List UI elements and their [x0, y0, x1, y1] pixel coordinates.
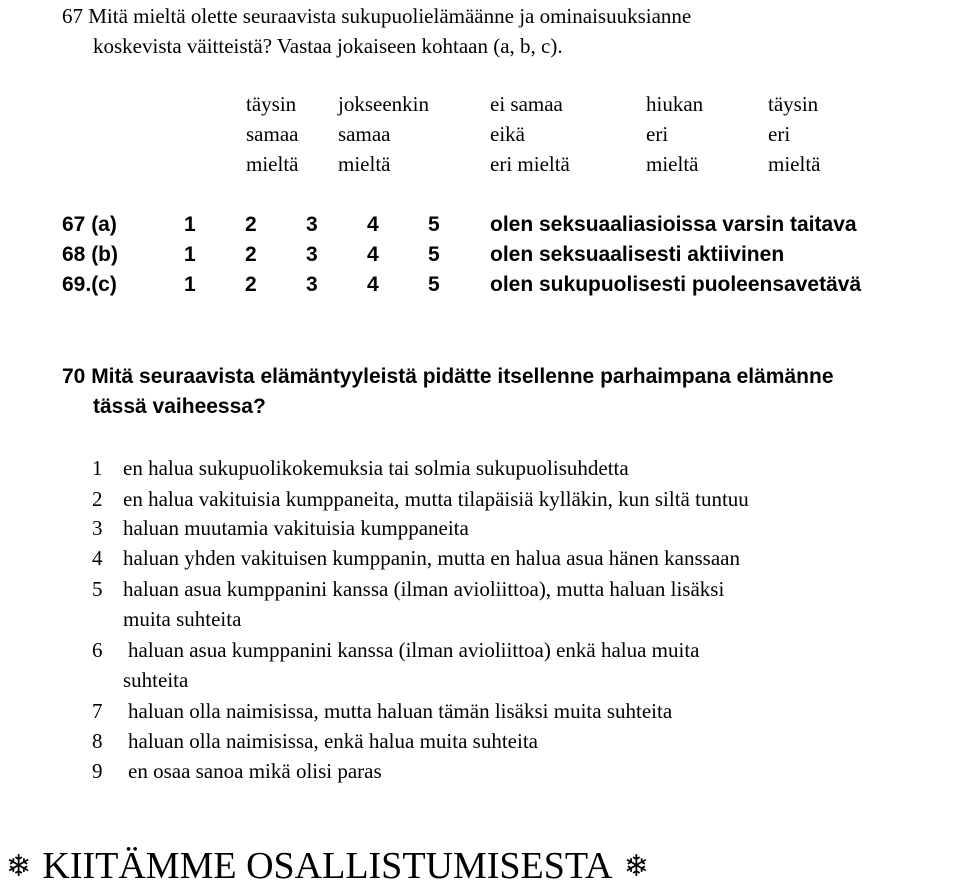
row-c-option-1[interactable]: 1	[184, 273, 196, 296]
footer	[6, 847, 649, 885]
q67-intro-line1: 67 Mitä mieltä olette seuraavista sukupuolielämäänne ja ominaisuuksianne	[62, 4, 692, 28]
option-9-text[interactable]: en osaa sanoa mikä olisi paras	[128, 759, 382, 783]
row-a-option-2[interactable]: 2	[245, 213, 257, 236]
scale-header-2-line2: samaa	[338, 122, 391, 146]
option-8-text[interactable]: haluan olla naimisissa, enkä halua muita suhteita	[128, 729, 538, 753]
thanks-text: KIITÄMME OSALLISTUMISESTA	[42, 845, 613, 887]
scale-header-4	[646, 94, 703, 175]
scale-header-2-line1: jokseenkin	[338, 92, 429, 116]
option-3-text[interactable]: haluan muutamia vakituisia kumppaneita	[123, 516, 469, 540]
row-a-option-5[interactable]: 5	[428, 213, 440, 236]
scale-header-5-line2: eri	[768, 122, 791, 146]
row-b-option-2[interactable]: 2	[245, 243, 257, 266]
scale-header-2	[338, 94, 429, 175]
scale-header-4-line1: hiukan	[646, 92, 704, 116]
row-a-option-1[interactable]: 1	[184, 213, 196, 236]
scale-header-1-line3: mieltä	[246, 152, 299, 176]
scale-header-3-line1: ei samaa	[490, 92, 563, 116]
option-7-number[interactable]: 7	[92, 699, 103, 723]
row-b-option-3[interactable]: 3	[306, 243, 318, 266]
option-4-text[interactable]: haluan yhden vakituisen kumppanin, mutta en halua asua hänen kanssaan	[123, 546, 740, 570]
row-c-option-2[interactable]: 2	[245, 273, 257, 296]
option-9-number[interactable]: 9	[92, 759, 103, 783]
option-8-number[interactable]: 8	[92, 729, 103, 753]
scale-header-3-line3: eri mieltä	[490, 152, 570, 176]
option-1-text[interactable]: en halua sukupuolikokemuksia tai solmia sukupuolisuhdetta	[123, 456, 629, 480]
option-6-text[interactable]: haluan asua kumppanini kanssa (ilman avioliittoa) enkä halua muita	[128, 638, 700, 662]
snowflake-icon: ❄	[6, 849, 32, 884]
option-6-text-cont[interactable]: suhteita	[123, 668, 189, 692]
row-b-option-5[interactable]: 5	[428, 243, 440, 266]
scale-header-4-line3: mieltä	[646, 152, 699, 176]
scale-header-3	[490, 94, 570, 175]
row-c-option-3[interactable]: 3	[306, 273, 318, 296]
option-1-number[interactable]: 1	[92, 456, 103, 480]
option-6-number[interactable]: 6	[92, 638, 103, 662]
option-5-text-cont[interactable]: muita suhteita	[123, 607, 242, 631]
scale-header-1-line2: samaa	[246, 122, 299, 146]
row-a-statement: olen seksuaaliasioissa varsin taitava	[490, 213, 857, 236]
row-a-label: 67 (a)	[62, 213, 117, 236]
scale-header-3-line2: eikä	[490, 122, 525, 146]
row-a-option-3[interactable]: 3	[306, 213, 318, 236]
scale-header-1-line1: täysin	[246, 92, 297, 116]
row-c-option-5[interactable]: 5	[428, 273, 440, 296]
q70-question-line2: tässä vaiheessa?	[93, 395, 266, 418]
scale-header-5-line1: täysin	[768, 92, 819, 116]
option-2-text[interactable]: en halua vakituisia kumppaneita, mutta tilapäisiä kylläkin, kun siltä tuntuu	[123, 487, 749, 511]
row-c-statement: olen sukupuolisesti puoleensavetävä	[490, 273, 862, 296]
row-b-label: 68 (b)	[62, 243, 119, 266]
row-a-option-4[interactable]: 4	[367, 213, 379, 236]
option-2-number[interactable]: 2	[92, 487, 103, 511]
q70-question-line1: 70 Mitä seuraavista elämäntyyleistä pidätte itsellenne parhaimpana elämänne	[62, 365, 834, 388]
scale-header-5-line3: mieltä	[768, 152, 821, 176]
row-b-option-1[interactable]: 1	[184, 243, 196, 266]
scale-header-4-line2: eri	[646, 122, 669, 146]
scale-header-1	[246, 94, 298, 175]
scale-header-2-line3: mieltä	[338, 152, 391, 176]
option-5-text[interactable]: haluan asua kumppanini kanssa (ilman avioliittoa), mutta haluan lisäksi	[123, 577, 725, 601]
scale-header-5	[768, 94, 820, 175]
row-b-option-4[interactable]: 4	[367, 243, 379, 266]
row-c-option-4[interactable]: 4	[367, 273, 379, 296]
q67-intro-line2: koskevista väitteistä? Vastaa jokaiseen kohtaan (a, b, c).	[93, 34, 563, 58]
row-c-label: 69.(c)	[62, 273, 117, 296]
option-7-text[interactable]: haluan olla naimisissa, mutta haluan tämän lisäksi muita suhteita	[128, 699, 673, 723]
option-3-number[interactable]: 3	[92, 516, 103, 540]
option-5-number[interactable]: 5	[92, 577, 103, 601]
snowflake-icon: ❄	[623, 849, 649, 884]
option-4-number[interactable]: 4	[92, 546, 103, 570]
row-b-statement: olen seksuaalisesti aktiivinen	[490, 243, 785, 266]
